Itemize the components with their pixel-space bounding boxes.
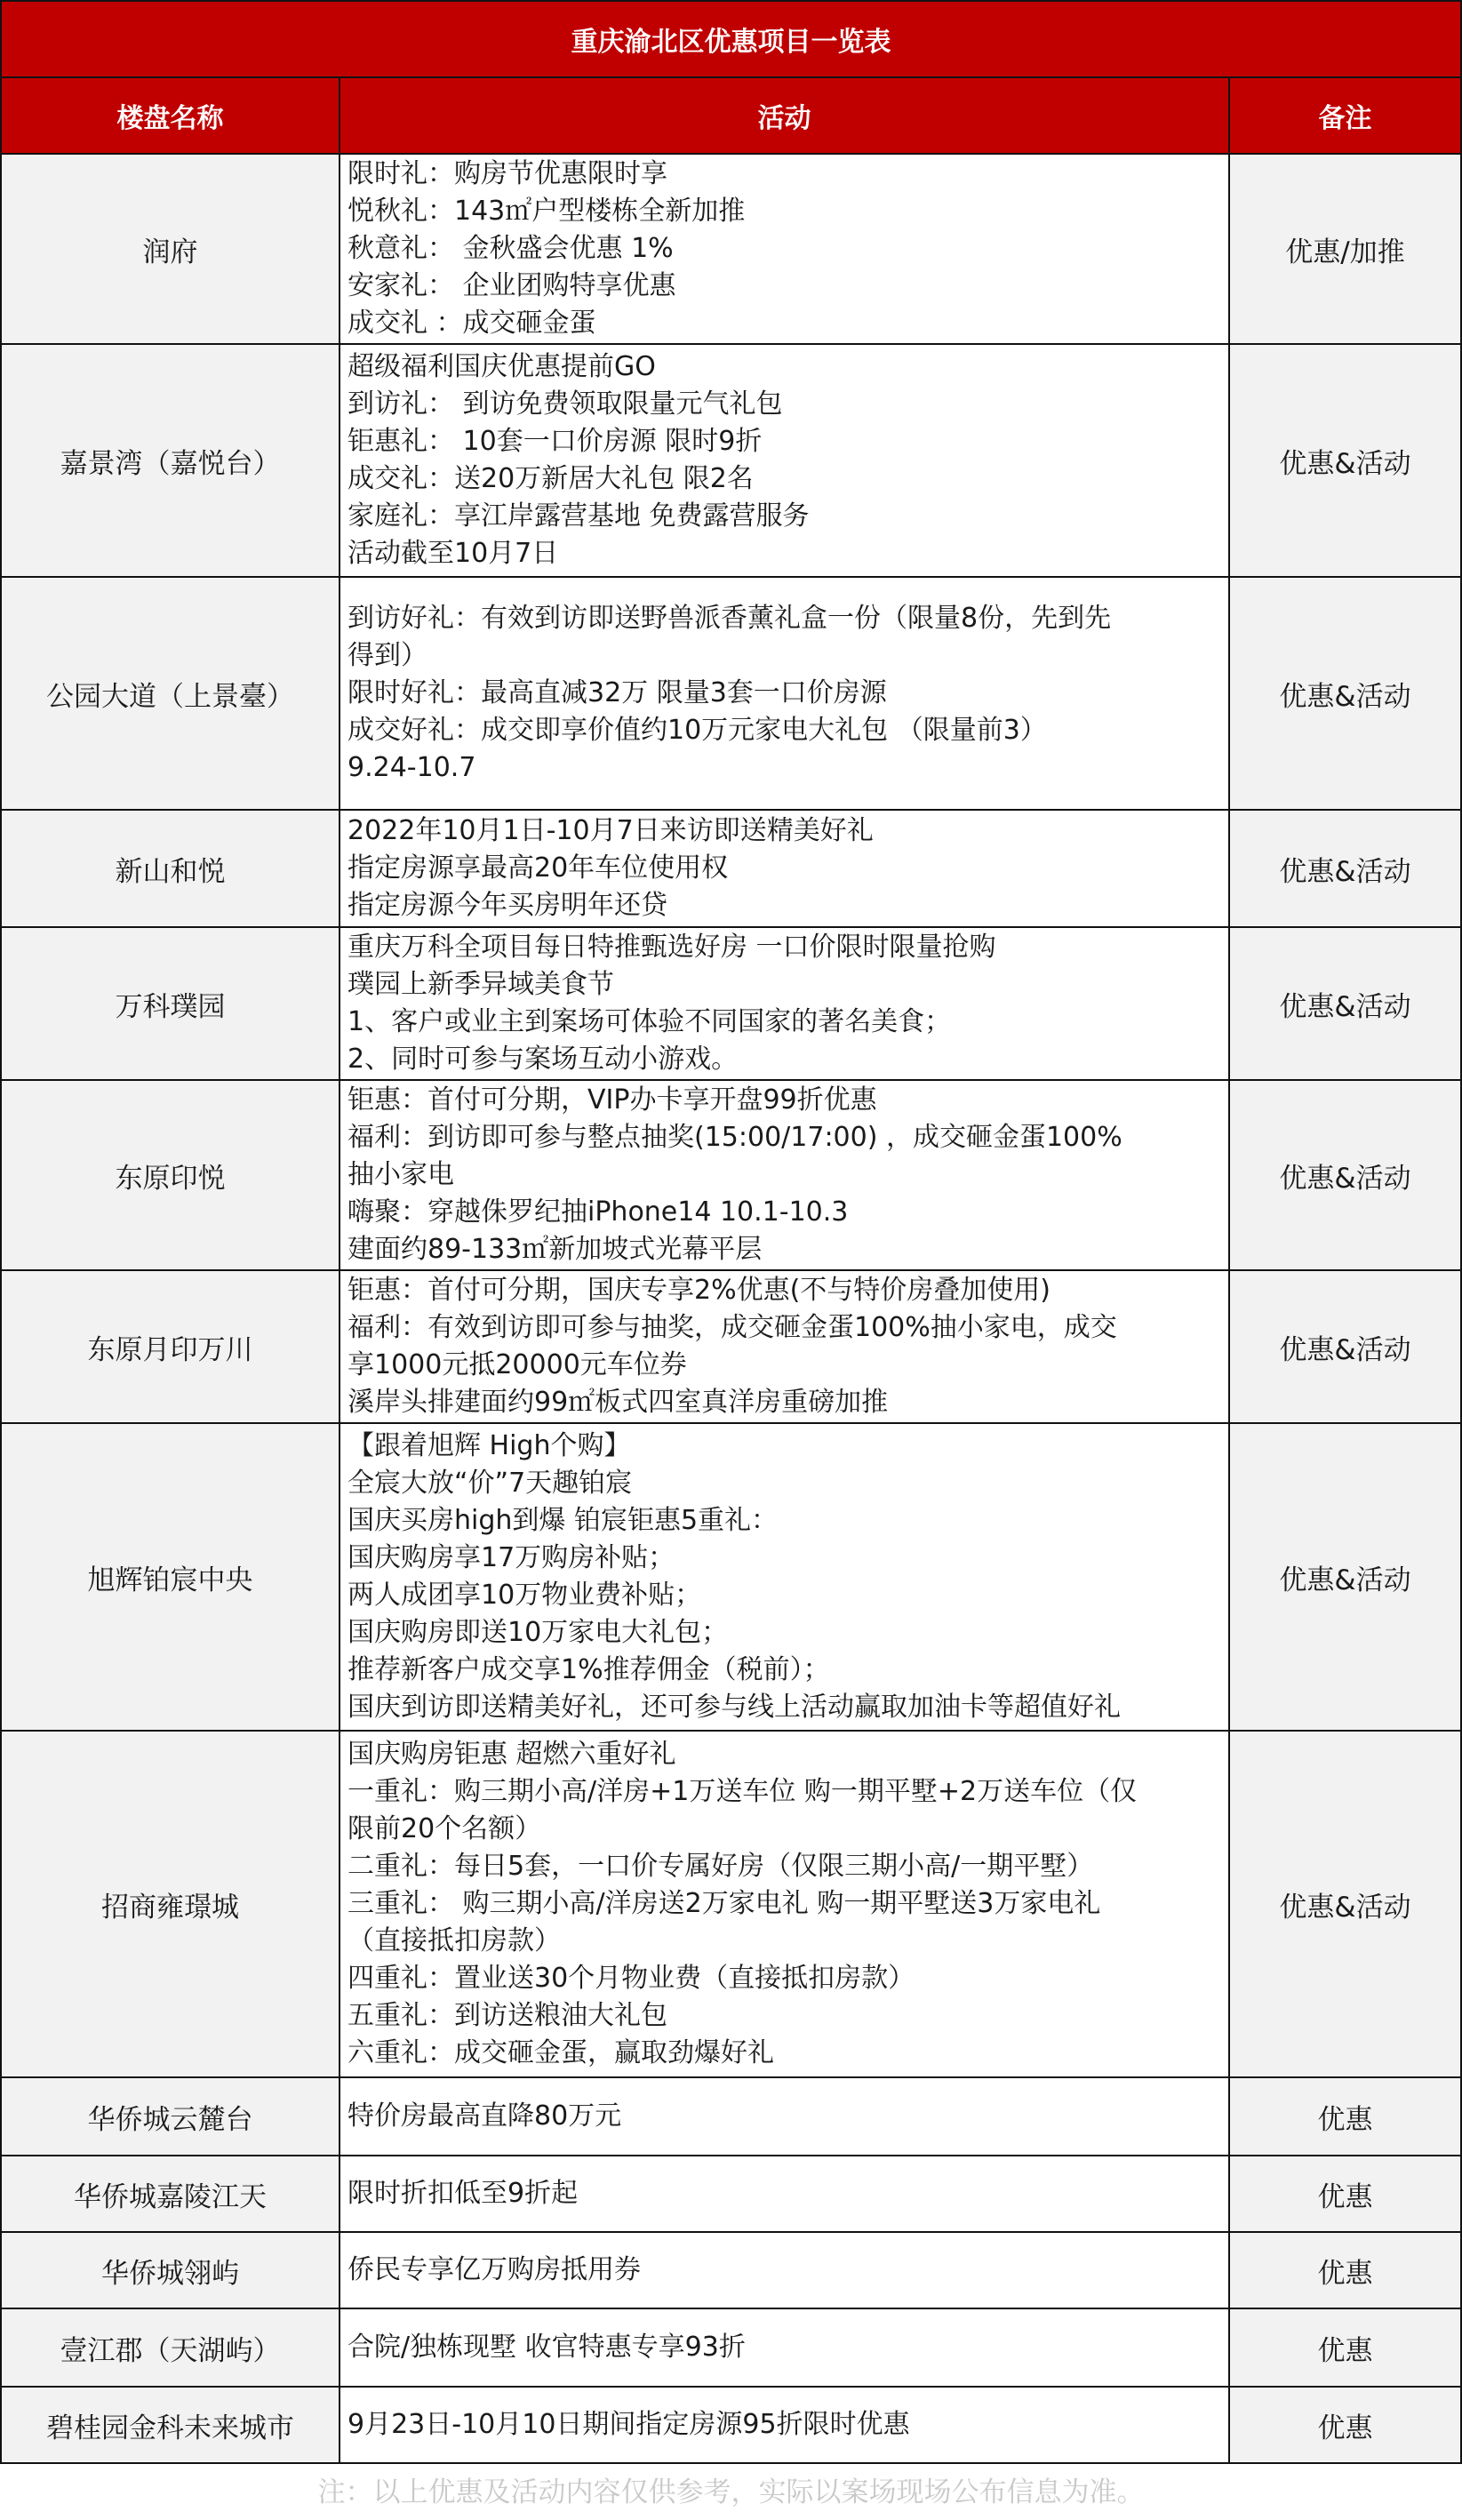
activity-line: 限时折扣低至9折起: [348, 2178, 579, 2209]
activity-line: 活动截至10月7日: [348, 538, 559, 569]
table-row: [1, 1423, 1461, 1731]
table-row: [1, 1731, 1461, 2077]
activity-line: 9月23日-10月10日期间指定房源95折限时优惠: [348, 2409, 910, 2440]
activity-line: 成交好礼：成交即享价值约10万元家电大礼包 （限量前3）: [348, 715, 1047, 746]
table-row: [1, 2232, 1461, 2308]
activity-line: 9.24-10.7: [348, 752, 476, 783]
note-cell: 优惠&活动: [1229, 344, 1461, 577]
header-name: 楼盘名称: [1, 77, 340, 154]
activity-line: 国庆到访即送精美好礼，还可参与线上活动赢取加油卡等超值好礼: [348, 1692, 1121, 1723]
project-name: 华侨城云麓台: [1, 2077, 340, 2156]
activity-line: 成交礼：送20万新居大礼包 限2名: [348, 463, 754, 494]
activity-line: 福利：到访即可参与整点抽奖(15:00/17:00) ，成交砸金蛋100%: [348, 1122, 1122, 1153]
activity-line: 指定房源享最高20年车位使用权: [348, 852, 729, 884]
table-row: [1, 927, 1461, 1080]
activity-line: 悦秋礼：143㎡户型楼栋全新加推: [348, 196, 746, 227]
activity-line: 璞园上新季异域美食节: [348, 969, 614, 1000]
activity-line: 溪岸头排建面约99㎡板式四室真洋房重磅加推: [348, 1387, 889, 1418]
activity-line: 1、客户或业主到案场可体验不同国家的著名美食；: [348, 1006, 952, 1037]
note-cell: 优惠&活动: [1229, 810, 1461, 927]
activity-cell: [340, 1080, 1229, 1270]
activity-cell: [340, 577, 1229, 810]
table-row: [1, 2077, 1461, 2156]
project-name: 华侨城嘉陵江天: [1, 2156, 340, 2232]
activity-line: 侨民专享亿万购房抵用券: [348, 2254, 641, 2285]
activity-line: 六重礼：成交砸金蛋，赢取劲爆好礼: [348, 2037, 774, 2068]
table-title: 重庆渝北区优惠项目一览表: [1, 1, 1461, 77]
activity-line: （直接抵扣房款）: [348, 1925, 561, 1956]
note-cell: 优惠&活动: [1229, 1731, 1461, 2077]
activity-line: 限时礼：购房节优惠限时享: [348, 158, 667, 189]
project-name: 旭辉铂宸中央: [1, 1423, 340, 1731]
note-cell: 优惠&活动: [1229, 1423, 1461, 1731]
activity-line: 国庆购房钜惠 超燃六重好礼: [348, 1739, 676, 1770]
activity-line: 2022年10月1日-10月7日来访即送精美好礼: [348, 815, 874, 846]
activity-cell: [340, 2232, 1229, 2308]
activity-line: 超级福利国庆优惠提前GO: [348, 351, 656, 382]
footer-note: 注：以上优惠及活动内容仅供参考，实际以案场现场公布信息为准。: [317, 2476, 1145, 2508]
activity-line: 得到）: [348, 640, 427, 671]
project-name: 华侨城翎屿: [1, 2232, 340, 2308]
activity-line: 钜惠：首付可分期，国庆专享2%优惠(不与特价房叠加使用): [348, 1275, 1051, 1306]
activity-cell: [340, 2156, 1229, 2232]
activity-line: 二重礼：每日5套，一口价专属好房（仅限三期小高/一期平墅）: [348, 1851, 1094, 1882]
activity-line: 特价房最高直降80万元: [348, 2100, 622, 2132]
note-cell: 优惠: [1229, 2232, 1461, 2308]
activity-line: 推荐新客户成交享1%推荐佣金（税前）；: [348, 1654, 830, 1685]
activity-line: 嗨聚：穿越侏罗纪抽iPhone14 10.1-10.3: [348, 1196, 849, 1228]
activity-line: 秋意礼： 金秋盛会优惠 1%: [348, 233, 674, 264]
activity-line: 合院/独栋现墅 收官特惠专享93折: [348, 2332, 746, 2363]
activity-line: 一重礼：购三期小高/洋房+1万送车位 购一期平墅+2万送车位（仅: [348, 1776, 1138, 1807]
note-cell: 优惠&活动: [1229, 577, 1461, 810]
activity-line: 抽小家电: [348, 1159, 454, 1190]
activity-line: 国庆买房high到爆 铂宸钜惠5重礼：: [348, 1505, 779, 1536]
project-name: 万科璞园: [1, 927, 340, 1080]
note-cell: 优惠: [1229, 2156, 1461, 2232]
activity-cell: [340, 927, 1229, 1080]
table-row: [1, 2156, 1461, 2232]
table-row: [1, 2308, 1461, 2387]
activity-cell: [340, 344, 1229, 577]
activity-line: 五重礼：到访送粮油大礼包: [348, 2000, 667, 2031]
activity-line: 国庆购房享17万购房补贴；: [348, 1542, 675, 1573]
project-name: 招商雍璟城: [1, 1731, 340, 2077]
activity-line: 指定房源今年买房明年还贷: [348, 890, 667, 921]
note-cell: 优惠: [1229, 2387, 1461, 2463]
activity-line: 到访好礼：有效到访即送野兽派香薰礼盒一份（限量8份，先到先: [348, 603, 1112, 634]
activity-line: 福利：有效到访即可参与抽奖，成交砸金蛋100%抽小家电，成交: [348, 1312, 1117, 1343]
table-row: [1, 2387, 1461, 2463]
table-row: [1, 1080, 1461, 1270]
table-row: [1, 154, 1461, 344]
table-row: [1, 810, 1461, 927]
activity-line: 国庆购房即送10万家电大礼包；: [348, 1617, 729, 1648]
activity-line: 享1000元抵20000元车位券: [348, 1349, 687, 1380]
activity-line: 成交礼 ：成交砸金蛋: [348, 308, 596, 339]
activity-line: 钜惠：首付可分期，VIP办卡享开盘99折优惠: [348, 1084, 877, 1116]
note-cell: 优惠: [1229, 2308, 1461, 2387]
activity-line: 2、同时可参与案场互动小游戏。: [348, 1044, 739, 1075]
activity-cell: [340, 2077, 1229, 2156]
activity-line: 三重礼： 购三期小高/洋房送2万家电礼 购一期平墅送3万家电礼: [348, 1888, 1101, 1919]
project-name: 东原印悦: [1, 1080, 340, 1270]
activity-line: 家庭礼：享江岸露营基地 免费露营服务: [348, 500, 810, 532]
activity-line: 到访礼： 到访免费领取限量元气礼包: [348, 388, 783, 420]
table-body: [1, 154, 1461, 2463]
activity-cell: [340, 1270, 1229, 1423]
project-name: 新山和悦: [1, 810, 340, 927]
header-activity: 活动: [340, 77, 1229, 154]
project-name: 嘉景湾（嘉悦台）: [1, 344, 340, 577]
note-cell: 优惠&活动: [1229, 927, 1461, 1080]
header-note: 备注: [1229, 77, 1461, 154]
activity-cell: [340, 1731, 1229, 2077]
note-cell: 优惠: [1229, 2077, 1461, 2156]
activity-cell: [340, 2387, 1229, 2463]
activity-line: 建面约89-133㎡新加坡式光幕平层: [348, 1234, 763, 1265]
project-name: 润府: [1, 154, 340, 344]
note-cell: 优惠/加推: [1229, 154, 1461, 344]
table-row: [1, 1270, 1461, 1423]
activity-line: 限前20个名额）: [348, 1813, 542, 1844]
activity-line: 四重礼：置业送30个月物业费（直接抵扣房款）: [348, 1963, 915, 1994]
project-name: 东原月印万川: [1, 1270, 340, 1423]
activity-line: 【跟着旭辉 High个购】: [348, 1430, 631, 1461]
note-cell: 优惠&活动: [1229, 1270, 1461, 1423]
activity-cell: [340, 1423, 1229, 1731]
table-row: [1, 577, 1461, 810]
table-row: [1, 344, 1461, 577]
activity-line: 全宸大放“价”7天趣铂宸: [348, 1468, 633, 1499]
activity-line: 钜惠礼： 10套一口价房源 限时9折: [348, 426, 763, 457]
activity-cell: [340, 2308, 1229, 2387]
activity-line: 两人成团享10万物业费补贴；: [348, 1580, 702, 1611]
activity-line: 限时好礼：最高直减32万 限量3套一口价房源: [348, 677, 887, 708]
project-name: 壹江郡（天湖屿）: [1, 2308, 340, 2387]
activity-line: 重庆万科全项目每日特推甄选好房 一口价限时限量抢购: [348, 932, 996, 963]
note-cell: 优惠&活动: [1229, 1080, 1461, 1270]
activity-cell: [340, 810, 1229, 927]
project-name: 碧桂园金科未来城市: [1, 2387, 340, 2463]
activity-line: 安家礼： 企业团购特享优惠: [348, 270, 676, 301]
activity-cell: [340, 154, 1229, 344]
project-name: 公园大道（上景臺）: [1, 577, 340, 810]
